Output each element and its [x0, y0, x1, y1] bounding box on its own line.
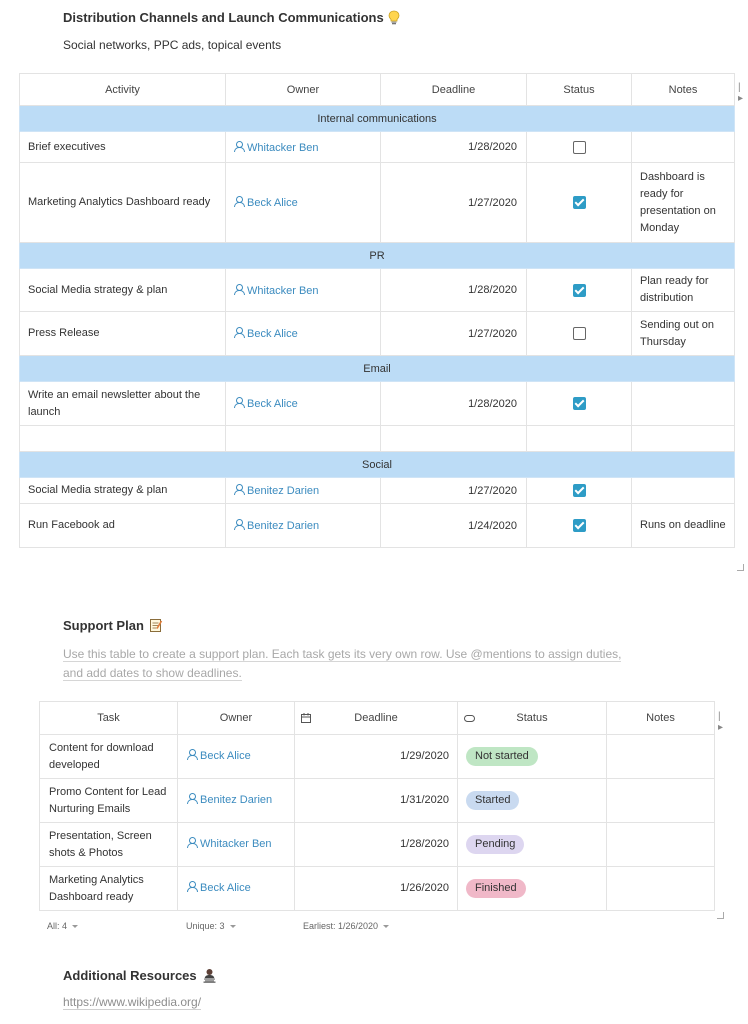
owner-name[interactable]: Beck Alice	[200, 882, 251, 894]
status-badge[interactable]: Finished	[466, 879, 526, 898]
activity-text: Social Media strategy & plan	[28, 283, 168, 296]
notes-cell[interactable]	[607, 779, 715, 823]
distribution-table	[19, 73, 735, 548]
summary-count[interactable]	[47, 921, 78, 931]
deadline-cell[interactable]: 1/24/2020	[381, 504, 527, 548]
owner-cell[interactable]	[226, 269, 381, 312]
hint-text: Use this table to create a support plan. Each task gets its very own row. Use @mentions to assign duties, and add dates to show deadlines.	[63, 647, 622, 680]
status-cell	[527, 382, 632, 426]
section-subtitle: Social networks, PPC ads, topical events	[63, 38, 282, 52]
owner-cell[interactable]	[178, 735, 295, 779]
status-badge[interactable]: Not started	[466, 747, 538, 766]
status-cell	[527, 163, 632, 243]
owner-cell[interactable]	[178, 823, 295, 867]
task-cell[interactable]: Promo Content for Lead Nurturing Emails	[40, 779, 178, 823]
table-row[interactable]	[20, 312, 735, 356]
add-column-handle[interactable]: |▸	[738, 82, 744, 104]
table-row[interactable]	[40, 867, 715, 911]
person-icon	[187, 793, 196, 804]
section-title-text: Distribution Channels and Launch Communications	[63, 10, 384, 25]
group-label: Email	[20, 356, 735, 382]
activity-text: Marketing Analytics Dashboard ready	[28, 196, 211, 208]
activity-text: Social Media strategy & plan	[28, 484, 168, 496]
status-checkbox[interactable]	[573, 141, 586, 154]
notes-cell[interactable]	[607, 735, 715, 779]
deadline-cell[interactable]: 1/27/2020	[381, 312, 527, 356]
deadline-cell[interactable]: 1/31/2020	[295, 779, 458, 823]
table-row[interactable]	[20, 504, 735, 548]
status-cell	[527, 132, 632, 163]
activity-cell[interactable]	[20, 382, 226, 426]
resource-link[interactable]: https://www.wikipedia.org/	[63, 995, 202, 1009]
status-cell[interactable]	[458, 779, 607, 823]
calendar-icon	[301, 713, 311, 723]
notes-cell[interactable]	[632, 426, 735, 452]
column-header-label: Status	[516, 712, 548, 724]
notes-cell[interactable]: Runs on deadline	[632, 504, 735, 548]
group-label: PR	[20, 243, 735, 269]
status-pill-icon	[464, 715, 475, 722]
status-cell[interactable]	[458, 735, 607, 779]
table-row[interactable]	[20, 269, 735, 312]
person-icon	[234, 196, 243, 207]
notes-cell[interactable]	[632, 478, 735, 504]
column-header-deadline[interactable]	[295, 702, 458, 735]
owner-name[interactable]: Benitez Darien	[247, 520, 320, 532]
person-icon	[234, 519, 243, 530]
summary-unique[interactable]	[186, 921, 236, 931]
deadline-cell[interactable]	[381, 426, 527, 452]
owner-name[interactable]: Beck Alice	[200, 750, 251, 762]
person-icon	[187, 881, 196, 892]
person-icon	[234, 284, 243, 295]
owner-cell[interactable]	[226, 478, 381, 504]
owner-cell[interactable]	[226, 132, 381, 163]
status-checkbox[interactable]	[573, 327, 586, 340]
notes-cell[interactable]	[632, 132, 735, 163]
owner-name[interactable]: Beck Alice	[247, 197, 298, 209]
chevron-down-icon	[383, 925, 389, 928]
deadline-cell[interactable]: 1/28/2020	[295, 823, 458, 867]
group-row[interactable]	[20, 106, 735, 132]
activity-cell[interactable]	[20, 163, 226, 243]
column-header-task[interactable]: Task	[40, 702, 178, 735]
chevron-down-icon	[72, 925, 78, 928]
support-plan-table	[39, 701, 715, 911]
group-row[interactable]	[20, 452, 735, 478]
activity-cell[interactable]	[20, 269, 226, 312]
owner-name[interactable]: Benitez Darien	[247, 485, 320, 497]
deadline-cell[interactable]: 1/26/2020	[295, 867, 458, 911]
section-title-support	[63, 618, 163, 633]
status-cell	[527, 269, 632, 312]
group-row[interactable]	[20, 243, 735, 269]
table-row[interactable]	[20, 478, 735, 504]
table-resize-handle[interactable]	[717, 912, 724, 919]
activity-cell[interactable]	[20, 504, 226, 548]
notes-cell[interactable]	[607, 867, 715, 911]
table-header-row	[20, 74, 735, 106]
deadline-cell[interactable]: 1/28/2020	[381, 269, 527, 312]
owner-cell[interactable]	[226, 426, 381, 452]
activity-cell[interactable]	[20, 312, 226, 356]
owner-cell[interactable]	[226, 163, 381, 243]
task-cell[interactable]: Marketing Analytics Dashboard ready	[40, 867, 178, 911]
activity-cell[interactable]	[20, 426, 226, 452]
column-header-owner[interactable]: Owner	[226, 74, 381, 106]
owner-name[interactable]: Whitacker Ben	[247, 284, 319, 297]
activity-text: Write an email newsletter about the launch	[28, 388, 201, 418]
person-icon	[234, 397, 243, 408]
lightbulb-icon	[388, 10, 400, 25]
owner-name[interactable]: Benitez Darien	[200, 794, 273, 806]
table-row[interactable]	[40, 735, 715, 779]
status-cell[interactable]	[458, 867, 607, 911]
status-cell	[527, 478, 632, 504]
owner-cell[interactable]	[178, 867, 295, 911]
status-cell[interactable]	[458, 823, 607, 867]
table-row[interactable]	[20, 382, 735, 426]
support-plan-hint	[63, 645, 643, 683]
task-cell[interactable]: Presentation, Screen shots & Photos	[40, 823, 178, 867]
notes-cell[interactable]: Plan ready for distribution	[632, 269, 735, 312]
section-title-resources	[63, 968, 217, 983]
notes-cell[interactable]: Sending out on Thursday	[632, 312, 735, 356]
section-title-text: Additional Resources	[63, 968, 197, 983]
activity-cell[interactable]	[20, 132, 226, 163]
group-label: Internal communications	[20, 106, 735, 132]
chevron-down-icon	[230, 925, 236, 928]
column-header-owner[interactable]: Owner	[178, 702, 295, 735]
deadline-cell[interactable]: 1/28/2020	[381, 132, 527, 163]
person-icon	[234, 141, 243, 152]
group-row[interactable]	[20, 356, 735, 382]
owner-name[interactable]: Beck Alice	[247, 328, 298, 340]
notes-cell[interactable]	[607, 823, 715, 867]
table-header-row	[40, 702, 715, 735]
status-checkbox[interactable]	[573, 196, 586, 209]
summary-unique-text: Unique: 3	[186, 921, 225, 931]
owner-cell[interactable]	[178, 779, 295, 823]
table-row[interactable]	[20, 163, 735, 243]
column-header-deadline[interactable]: Deadline	[381, 74, 527, 106]
person-at-laptop-icon	[202, 968, 217, 983]
status-cell	[527, 504, 632, 548]
owner-name[interactable]: Whitacker Ben	[200, 838, 272, 850]
owner-name[interactable]: Whitacker Ben	[247, 141, 319, 154]
column-header-notes[interactable]: Notes	[632, 74, 735, 106]
deadline-cell[interactable]: 1/27/2020	[381, 163, 527, 243]
deadline-cell[interactable]: 1/29/2020	[295, 735, 458, 779]
summary-earliest[interactable]	[303, 921, 389, 931]
owner-cell[interactable]	[226, 504, 381, 548]
deadline-cell[interactable]: 1/28/2020	[381, 382, 527, 426]
person-icon	[234, 327, 243, 338]
person-icon	[187, 837, 196, 848]
owner-cell[interactable]	[226, 382, 381, 426]
table-row[interactable]	[20, 132, 735, 163]
status-cell	[527, 312, 632, 356]
person-icon	[234, 484, 243, 495]
table-resize-handle[interactable]	[737, 564, 744, 571]
section-title-distribution	[63, 10, 400, 25]
status-checkbox[interactable]	[573, 284, 586, 297]
owner-cell[interactable]	[226, 312, 381, 356]
activity-text: Run Facebook ad	[28, 519, 115, 531]
activity-cell[interactable]	[20, 478, 226, 504]
summary-count-text: All: 4	[47, 921, 68, 931]
status-cell	[527, 426, 632, 452]
section-title-text: Support Plan	[63, 618, 144, 633]
column-header-label: Deadline	[354, 712, 398, 724]
memo-icon	[149, 618, 163, 633]
column-header-notes[interactable]: Notes	[607, 702, 715, 735]
task-cell[interactable]: Content for download developed	[40, 735, 178, 779]
table-row[interactable]	[20, 426, 735, 452]
status-badge[interactable]: Pending	[466, 835, 524, 854]
column-header-status[interactable]	[458, 702, 607, 735]
activity-text: Brief executives	[28, 140, 106, 153]
notes-cell[interactable]	[632, 382, 735, 426]
status-checkbox[interactable]	[573, 397, 586, 410]
person-icon	[187, 749, 196, 760]
deadline-cell[interactable]: 1/27/2020	[381, 478, 527, 504]
status-badge[interactable]: Started	[466, 791, 519, 810]
column-header-status[interactable]: Status	[527, 74, 632, 106]
status-checkbox[interactable]	[573, 519, 586, 532]
owner-name[interactable]: Beck Alice	[247, 398, 298, 410]
notes-cell[interactable]: Dashboard is ready for presentation on Monday	[632, 163, 735, 243]
add-column-handle[interactable]: |▸	[718, 711, 724, 733]
group-label: Social	[20, 452, 735, 478]
activity-text: Press Release	[28, 327, 100, 339]
status-checkbox[interactable]	[573, 484, 586, 497]
column-header-activity[interactable]: Activity	[20, 74, 226, 106]
table-row[interactable]	[40, 779, 715, 823]
table-row[interactable]	[40, 823, 715, 867]
summary-earliest-text: Earliest: 1/26/2020	[303, 921, 379, 931]
